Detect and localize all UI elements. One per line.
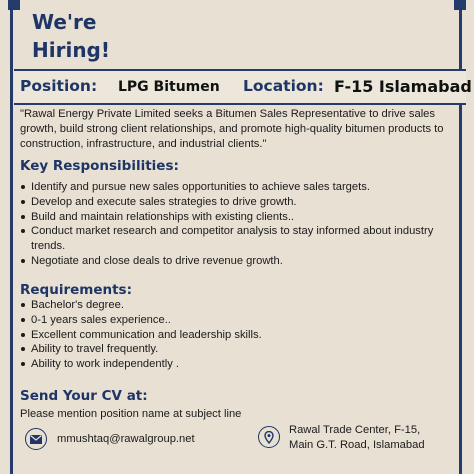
address-line-1: Rawal Trade Center, F-15,	[289, 424, 421, 436]
list-item: 0-1 years sales experience..	[20, 313, 460, 328]
position-bar	[14, 71, 472, 103]
divider-bottom	[14, 103, 466, 105]
title-line-2: Hiring!	[32, 38, 110, 62]
list-item: Identify and pursue new sales opportunities to achieve sales targets.	[20, 180, 460, 195]
page-title	[32, 8, 110, 64]
position-value: LPG Bitumen	[118, 79, 220, 95]
apply-heading: Send Your CV at:	[20, 388, 148, 404]
requirements-list	[20, 298, 460, 372]
responsibilities-heading: Key Responsibilities:	[20, 158, 179, 174]
list-item: Ability to work independently .	[20, 357, 460, 372]
list-item: Develop and execute sales strategies to drive growth.	[20, 195, 460, 210]
frame-corner-right	[454, 0, 466, 10]
position-label: Position:	[20, 77, 98, 95]
frame-corner-left	[8, 0, 20, 10]
mail-icon	[25, 428, 47, 450]
list-item: Negotiate and close deals to drive revenue growth.	[20, 254, 460, 269]
list-item: Bachelor's degree.	[20, 298, 460, 313]
title-line-1: We're	[32, 10, 97, 34]
list-item: Ability to travel frequently.	[20, 342, 460, 357]
list-item: Excellent communication and leadership skills.	[20, 328, 460, 343]
email-link[interactable]: mmushtaq@rawalgroup.net	[57, 433, 195, 445]
apply-note: Please mention position name at subject line	[20, 408, 242, 420]
location-pin-icon	[258, 426, 280, 448]
address	[289, 423, 425, 452]
requirements-heading: Requirements:	[20, 282, 132, 298]
responsibilities-list	[20, 180, 460, 269]
address-line-2: Main G.T. Road, Islamabad	[289, 438, 425, 451]
location-value: F-15 Islamabad	[334, 77, 472, 96]
list-item: Build and maintain relationships with existing clients..	[20, 210, 460, 225]
intro-text: "Rawal Energy Private Limited seeks a Bitumen Sales Representative to drive sales growth, build strong client relationships, and promote high-quality bitumen products to construction, infrastructure, and industrial clients."	[20, 108, 444, 150]
list-item: Conduct market research and competitor analysis to stay informed about industry trends.	[20, 224, 460, 254]
location-label: Location:	[243, 77, 324, 95]
